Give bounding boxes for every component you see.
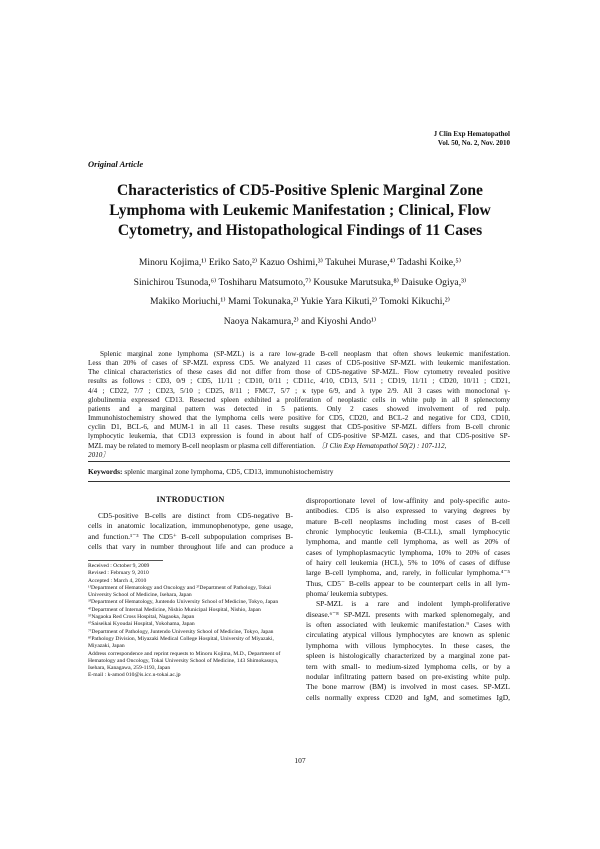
keywords-bottom-rule	[88, 481, 510, 482]
abstract-line: globulinemia expressed CD13. Resected spleen exhibited a proliferation of neoplastic cells in white pulp in all 8 splenectomy	[88, 395, 510, 404]
body-line: is often associated with leukemic manifestation.⁹ Cases with	[306, 620, 510, 630]
footnotes	[88, 563, 293, 680]
footnote-line: Address correspondence and reprint requests to Minoru Kojima, M.D., Department of	[88, 650, 281, 657]
body-line: antibodies. CD5 is also expressed to varying degrees by	[306, 506, 510, 516]
page-number: 107	[294, 756, 306, 765]
footnote-line: ¹⁾Department of Hematology and Oncology and ²⁾Department of Pathology, Tokai	[88, 584, 271, 591]
abstract-citation-year: 2010〕	[88, 450, 110, 459]
journal-volume: Vol. 50, No. 2, Nov. 2010	[437, 139, 510, 147]
footnote-line: Received : October 9, 2009	[88, 563, 150, 569]
title-line: Cytometry, and Histopathological Findings of 11 Cases	[117, 222, 483, 239]
body-line: and function.¹⁻³ The CD5⁺ B-cell subpopulation comprises B-	[88, 531, 293, 541]
body-line: circulating atypical villous lymphocytes are known as splenic	[306, 630, 510, 640]
section-heading-introduction: INTRODUCTION	[156, 495, 225, 504]
body-line: The bone marrow (BM) is involved in most cases. SP-MZL	[306, 682, 510, 692]
body-line: cells in anatomic localization, immunophenotype, gene usage,	[88, 521, 293, 531]
title-line: Characteristics of CD5-Positive Splenic Marginal Zone	[117, 182, 483, 199]
abstract-line: 4/4 ; CD22, 7/7 ; CD23, 5/10 ; CD25, 8/11 ; FMC7, 5/7 ; κ type 6/9, and λ type 2/9. All 3 cases with monoclonal γ-	[88, 386, 510, 395]
body-line: disproportionate level of low-affinity and poly-specific auto-	[306, 496, 510, 505]
footnote-line: Accepted : March 4, 2010	[88, 577, 147, 584]
article-type-label: Original Article	[88, 159, 144, 169]
body-line: mature B-cell neoplasms including most cases of B-cell	[306, 516, 510, 526]
body-line: cells normally express CD20 and IgM, and sometimes IgD,	[306, 692, 510, 702]
footnote-line: ⁴⁾Department of Internal Medicine, Nishio Municipal Hospital, Nishio, Japan	[88, 606, 261, 613]
footnote-line: ⁸⁾Pathology Division, Miyazaki Medical College Hospital, University of Miyazaki,	[88, 635, 274, 642]
body-line: chronic lymphocytic leukemia (B-CLL), small lymphocytic	[306, 527, 510, 537]
body-line: lymphoma, and mantle cell lymphoma, as well as 20% of	[306, 537, 510, 547]
title-line: Lymphoma with Leukemic Manifestation ; Clinical, Flow	[109, 202, 491, 219]
abstract-line: Splenic marginal zone lymphoma (SP-MZL) is a rare low-grade B-cell neoplasm that often shows leukemic manifestation.	[100, 350, 510, 358]
footnote-line: ⁵⁾Nagaoka Red Cross Hospital, Nagaoka, Japan	[88, 614, 195, 621]
abstract	[88, 350, 510, 460]
footnote-line: ⁶⁾Saiseikai Kyoudai Hospital, Yokohama, Japan	[88, 621, 195, 628]
intro-left-column	[88, 511, 293, 552]
keywords-label: Keywords:	[88, 467, 123, 476]
abstract-line: Immunohistochemistry showed that the lymphoma cells were positive for CD5, CD20, and BCL-2 and negative for CD3, CD10,	[88, 414, 510, 423]
footnote-line: E-mail : k-amod 010@is.icc.u-tokai.ac.jp	[88, 672, 181, 679]
body-line: spleen is histologically characterized by a marginal zone pat-	[306, 651, 510, 661]
body-line: Thus, CD5⁻ B-cells appear to be counterpart cells in all lym-	[306, 578, 510, 588]
footnote-line: ³⁾Department of Hematology, Juntendo University School of Medicine, Tokyo, Japan	[88, 599, 279, 606]
intro-right-column	[306, 496, 510, 703]
abstract-line: results as follows : CD3, 0/9 ; CD5, 11/11 ; CD10, 0/11 ; CD11c, 4/10, CD13, 5/11 ; CD19, 11/11 ; CD20, 10/11 ; CD21,	[88, 377, 510, 386]
body-line: disease.⁶⁻⁸ SP-MZL presents with marked splenomegaly, and	[306, 609, 510, 619]
body-line: phoma/ leukemia subtypes.	[306, 589, 388, 599]
body-line: SP-MZL is a rare and indolent lymph-proliferative	[316, 599, 510, 609]
abstract-line: cyclin D1, BCL-6, and MUM-1 in all 11 cases. These results suggest that CD5-positive SP-MZL differs from B-cell chronic	[88, 423, 510, 432]
footnote-rule	[88, 560, 163, 561]
keywords	[88, 467, 333, 476]
body-line: cases of lymphoplasmacytic lymphoma, 10% to 20% of cases	[306, 547, 510, 557]
footnote-line: Isehara, Kanagawa, 259-1193, Japan	[88, 665, 171, 672]
abstract-citation: 〔J Clin Exp Hematopathol 50(2) : 107-112,	[317, 441, 447, 450]
author-line: Sinichirou Tsunoda,⁶⁾ Toshiharu Matsumoto,⁷⁾ Kousuke Marutsuka,⁸⁾ Daisuke Ogiya,³⁾	[133, 276, 467, 288]
author-line: Makiko Moriuchi,¹⁾ Mami Tokunaka,²⁾ Yukie Yara Kikuti,²⁾ Tomoki Kikuchi,²⁾	[149, 296, 450, 307]
abstract-line: MZL may be related to memory B-cell neoplasm or plasma cell differentiation.	[88, 441, 316, 450]
body-line: tern with small- to medium-sized lymphoma cells, or by a	[306, 661, 510, 671]
keywords-top-rule	[88, 461, 510, 462]
author-line: Minoru Kojima,¹⁾ Eriko Sato,²⁾ Kazuo Oshimi,³⁾ Takuhei Murase,⁴⁾ Tadashi Koike,⁵⁾	[138, 257, 462, 268]
body-line: CD5-positive B-cells are distinct from CD5-negative B-	[98, 511, 293, 520]
paper-title	[80, 181, 520, 241]
body-line: cells that vary in number throughout life and can produce a	[88, 542, 293, 552]
abstract-line: patients and a marginal pattern was detected in 5 patients. Only 2 cases showed involvement of red pulp.	[88, 404, 510, 413]
footnote-line: Miyazaki, Japan	[88, 643, 125, 650]
footnote-line: University School of Medicine, Isehara, Japan	[88, 592, 192, 599]
abstract-line: lymphocytic leukemia, that CD13 expression is found in about half of CD5-positive SP-MZL cases, and that CD5-positive SP-	[88, 432, 510, 441]
footnote-line: ⁷⁾Department of Pathology, Juntendo University School of Medicine, Tokyo, Japan	[88, 628, 274, 635]
abstract-line: Less than 20% of cases of SP-MZL express CD5. We analyzed 11 cases of CD5-positive SP-MZL with leukemic manifestation.	[88, 359, 510, 368]
keywords-text: splenic marginal zone lymphoma, CD5, CD13, immunohistochemistry	[124, 467, 334, 476]
body-line: nodular infiltrating pattern based on pre-existing white pulp.	[306, 671, 510, 681]
journal-name: J Clin Exp Hematopathol	[433, 130, 510, 138]
footnote-line: Revised : February 9, 2010	[88, 570, 149, 577]
abstract-line: The clinical characteristics of these cases did not differ from those of CD5-negative SP-MZL. Flow cytometry revealed positive	[88, 368, 510, 377]
author-line: Naoya Nakamura,²⁾ and Kiyoshi Ando¹⁾	[223, 315, 377, 327]
body-line: of hairy cell leukemia (HCL), 5% to 10% of cases of diffuse	[306, 558, 510, 568]
author-list	[80, 253, 520, 331]
footnote-line: Hematology and Oncology, Tokai University School of Medicine, 143 Shimokasuya,	[88, 657, 279, 664]
journal-header	[434, 130, 510, 148]
body-line: lymphoma with villous lymphocytes. In these cases, the	[306, 640, 510, 650]
body-line: large B-cell lymphoma, and, rarely, in follicular lymphoma.⁴⁻⁵	[306, 568, 510, 578]
abstract-line-last	[88, 442, 510, 451]
